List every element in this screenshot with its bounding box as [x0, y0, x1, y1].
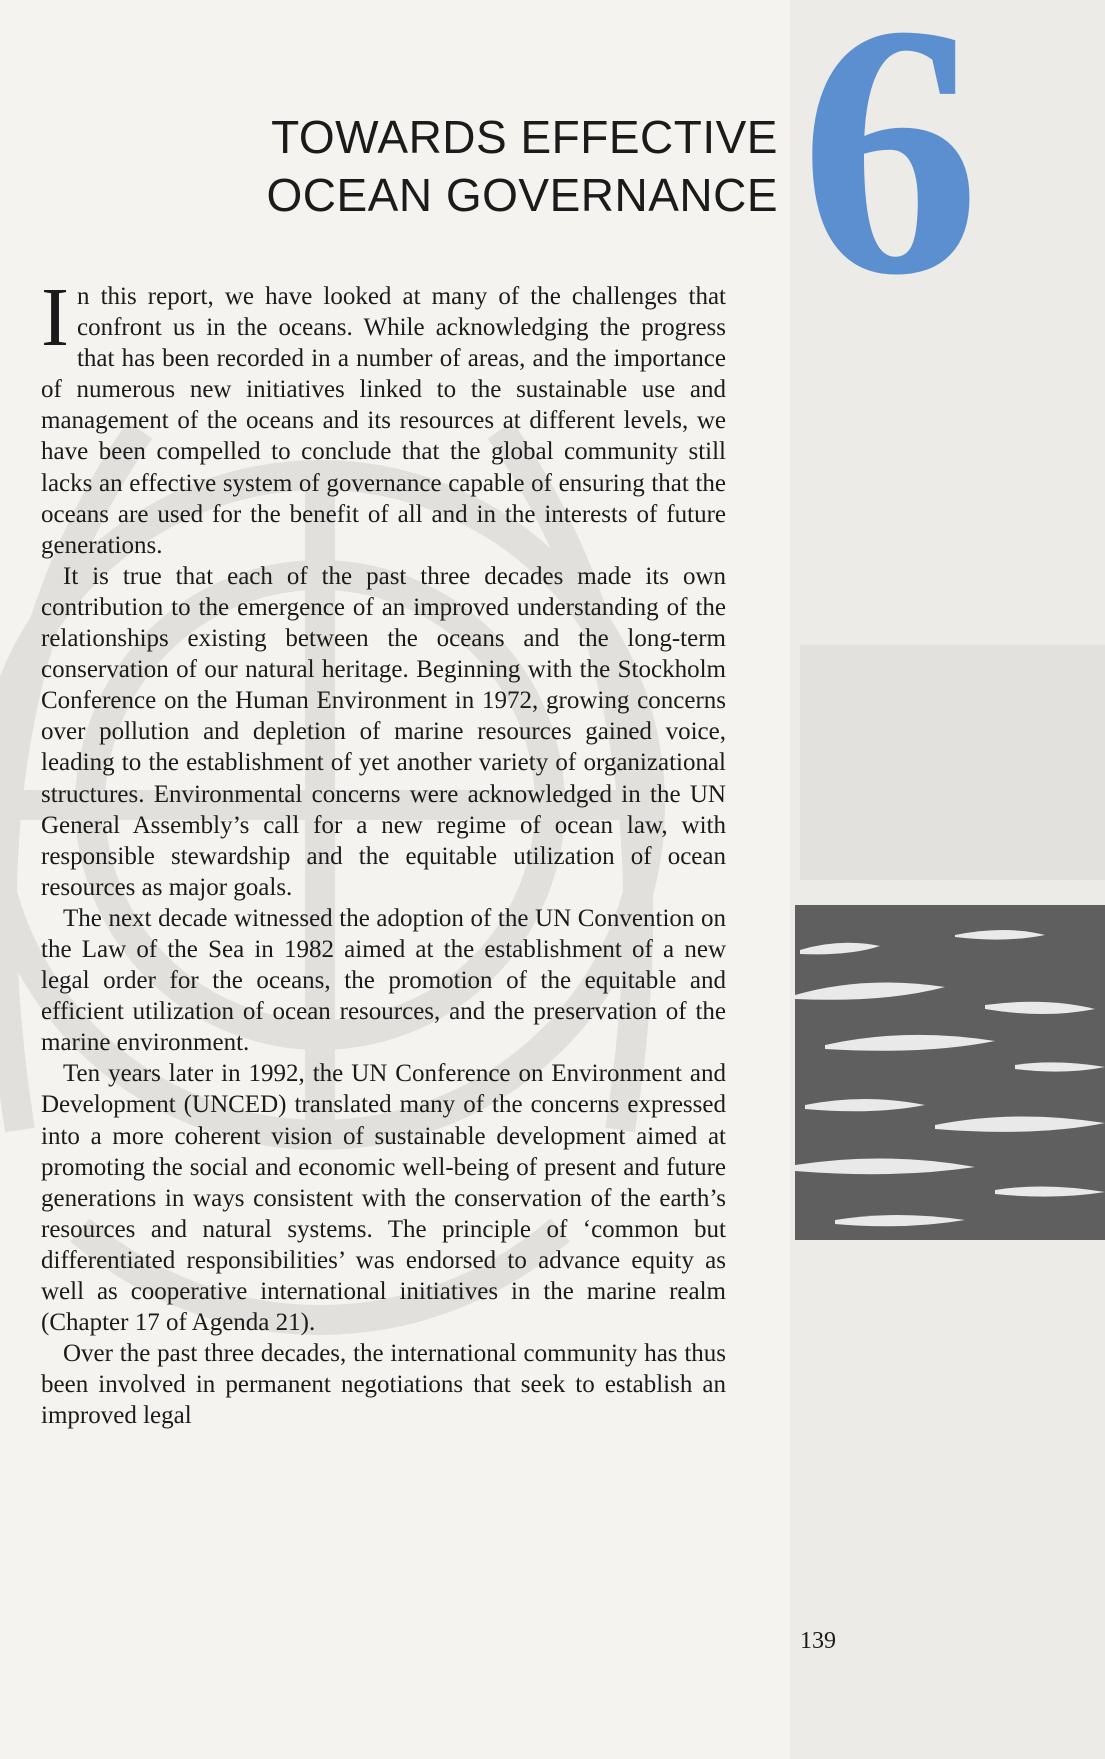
paragraph-5: Over the past three decades, the international community has thus been involved in permanent negotiations that seek to establish an improved legal: [41, 1340, 726, 1430]
paragraph-2: It is true that each of the past three decades made its own contribution to the emergence of an improved understanding of the relationships existing between the oceans and the long-term conservation of our natural heritage. Beginning with the Stockholm Conference on the Human Environment in 1972, growing concerns over pollution and depletion of marine resources gained voice, leading to the establishment of yet another variety of organizational structures. Environmental concerns were acknowledged in the UN General Assembly’s call for a new regime of ocean law, with responsible stewardship and the equitable utilization of ocean resources as major goals.: [41, 562, 726, 901]
drop-cap: I: [41, 271, 69, 364]
chapter-number: 6: [800, 0, 980, 349]
sidebar-shade-block: [800, 645, 1105, 880]
ocean-waves-photo: [795, 905, 1105, 1240]
body-text: [41, 271, 726, 1431]
paragraph-4: Ten years later in 1992, the UN Conference on Environment and Development (UNCED) translated many of the concerns expressed into a more coherent vision of sustainable development aimed at promoting the social and economic well-being of present and future generations in ways consistent with the conservation of the earth’s resources and natural systems. The principle of ‘common but differentiated responsibilities’ was endorsed to advance equity as well as cooperative international initiatives in the marine realm (Chapter 17 of Agenda 21).: [41, 1060, 726, 1337]
paragraph-1-text: n this report, we have looked at many of the challenges that confront us in the oceans. While acknowledging the progress that has been recorded in a number of areas, and the importance of numerous new initiatives linked to the sustainable use and management of the oceans and its resources at different levels, we have been compelled to conclude that the global community still lacks an effective system of governance capable of ensuring that the oceans are used for the benefit of all and in the interests of future generations.: [41, 283, 726, 559]
page-number: 139: [800, 1628, 836, 1654]
waves-image: [795, 905, 1105, 1240]
chapter-title: [150, 108, 778, 224]
paragraph-3: The next decade witnessed the adoption of the UN Convention on the Law of the Sea in 1982 aimed at the establishment of a new legal order for the oceans, the promotion of the equitable and efficient utilization of ocean resources, and the preservation of the marine environment.: [41, 904, 726, 1057]
chapter-title-line-1: TOWARDS EFFECTIVE: [271, 111, 778, 163]
paragraph-1: [41, 271, 726, 561]
chapter-title-line-2: OCEAN GOVERNANCE: [266, 169, 778, 221]
